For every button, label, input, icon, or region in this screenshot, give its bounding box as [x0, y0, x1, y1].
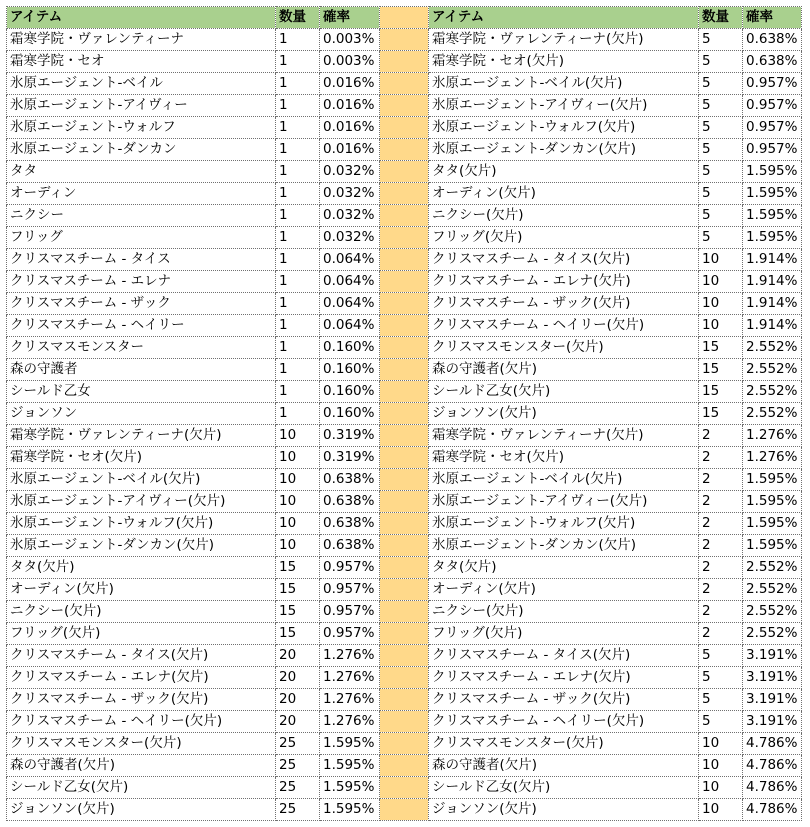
left-probability-cell: 0.319% — [320, 447, 380, 469]
right-item-cell: 森の守護者(欠片) — [429, 755, 699, 777]
right-probability-cell: 0.957% — [743, 95, 802, 117]
header-item-left: アイテム — [7, 7, 276, 29]
header-probability-left: 確率 — [320, 7, 380, 29]
table-row — [7, 95, 802, 117]
right-probability-cell: 3.191% — [743, 667, 802, 689]
table-row — [7, 227, 802, 249]
right-probability-cell: 2.552% — [743, 359, 802, 381]
right-item-cell: 氷原エージェント-ベイル(欠片) — [429, 469, 699, 491]
left-quantity-cell: 1 — [276, 359, 320, 381]
left-quantity-cell: 1 — [276, 73, 320, 95]
right-quantity-cell: 2 — [699, 557, 743, 579]
right-quantity-cell: 10 — [699, 777, 743, 799]
table-row — [7, 491, 802, 513]
right-item-cell: 氷原エージェント-ダンカン(欠片) — [429, 535, 699, 557]
left-item-cell: 霜寒学院・ヴァレンティーナ(欠片) — [7, 425, 276, 447]
left-quantity-cell: 1 — [276, 161, 320, 183]
right-quantity-cell: 10 — [699, 249, 743, 271]
right-quantity-cell: 5 — [699, 183, 743, 205]
left-item-cell: クリスマスチーム - エレナ — [7, 271, 276, 293]
spacer-cell — [380, 447, 429, 469]
left-item-cell: クリスマスチーム - ヘイリー(欠片) — [7, 711, 276, 733]
left-probability-cell: 0.319% — [320, 425, 380, 447]
left-item-cell: フリッグ(欠片) — [7, 623, 276, 645]
spacer-cell — [380, 51, 429, 73]
left-quantity-cell: 1 — [276, 95, 320, 117]
spacer-cell — [380, 183, 429, 205]
table-row — [7, 315, 802, 337]
table-row — [7, 205, 802, 227]
right-quantity-cell: 5 — [699, 161, 743, 183]
right-quantity-cell: 5 — [699, 667, 743, 689]
left-item-cell: 霜寒学院・セオ(欠片) — [7, 447, 276, 469]
right-probability-cell: 2.552% — [743, 579, 802, 601]
table-row — [7, 139, 802, 161]
spacer-cell — [380, 293, 429, 315]
right-quantity-cell: 5 — [699, 689, 743, 711]
right-quantity-cell: 5 — [699, 117, 743, 139]
right-item-cell: 森の守護者(欠片) — [429, 359, 699, 381]
right-item-cell: クリスマスチーム - エレナ(欠片) — [429, 271, 699, 293]
right-item-cell: 氷原エージェント-ウォルフ(欠片) — [429, 513, 699, 535]
spacer-cell — [380, 381, 429, 403]
right-probability-cell: 1.914% — [743, 293, 802, 315]
right-probability-cell: 2.552% — [743, 623, 802, 645]
spacer-cell — [380, 667, 429, 689]
table-row — [7, 777, 802, 799]
left-probability-cell: 0.032% — [320, 161, 380, 183]
left-quantity-cell: 15 — [276, 601, 320, 623]
left-quantity-cell: 1 — [276, 205, 320, 227]
left-probability-cell: 0.160% — [320, 359, 380, 381]
left-item-cell: 森の守護者 — [7, 359, 276, 381]
left-probability-cell: 0.638% — [320, 535, 380, 557]
right-probability-cell: 2.552% — [743, 601, 802, 623]
left-quantity-cell: 25 — [276, 733, 320, 755]
table-row — [7, 645, 802, 667]
spacer-cell — [380, 403, 429, 425]
left-item-cell: オーディン(欠片) — [7, 579, 276, 601]
left-quantity-cell: 10 — [276, 491, 320, 513]
right-probability-cell: 1.914% — [743, 249, 802, 271]
table-row — [7, 623, 802, 645]
right-probability-cell: 1.595% — [743, 161, 802, 183]
left-probability-cell: 0.160% — [320, 337, 380, 359]
right-probability-cell: 1.276% — [743, 447, 802, 469]
right-quantity-cell: 10 — [699, 271, 743, 293]
spacer-cell — [380, 733, 429, 755]
left-quantity-cell: 10 — [276, 447, 320, 469]
right-item-cell: 氷原エージェント-ダンカン(欠片) — [429, 139, 699, 161]
right-probability-cell: 1.595% — [743, 227, 802, 249]
right-quantity-cell: 2 — [699, 447, 743, 469]
left-probability-cell: 1.595% — [320, 733, 380, 755]
left-probability-cell: 0.160% — [320, 403, 380, 425]
left-probability-cell: 1.276% — [320, 711, 380, 733]
right-item-cell: クリスマスモンスター(欠片) — [429, 337, 699, 359]
left-item-cell: 霜寒学院・ヴァレンティーナ — [7, 29, 276, 51]
left-item-cell: タタ(欠片) — [7, 557, 276, 579]
right-quantity-cell: 2 — [699, 601, 743, 623]
spacer-cell — [380, 359, 429, 381]
left-item-cell: ニクシー — [7, 205, 276, 227]
spacer-cell — [380, 711, 429, 733]
left-probability-cell: 1.595% — [320, 777, 380, 799]
left-probability-cell: 1.595% — [320, 755, 380, 777]
spacer-cell — [380, 623, 429, 645]
right-quantity-cell: 2 — [699, 513, 743, 535]
right-quantity-cell: 15 — [699, 359, 743, 381]
left-probability-cell: 0.064% — [320, 315, 380, 337]
right-probability-cell: 4.786% — [743, 755, 802, 777]
right-quantity-cell: 2 — [699, 469, 743, 491]
spacer-cell — [380, 755, 429, 777]
left-probability-cell: 0.638% — [320, 469, 380, 491]
right-probability-cell: 4.786% — [743, 777, 802, 799]
right-item-cell: フリッグ(欠片) — [429, 227, 699, 249]
right-item-cell: ニクシー(欠片) — [429, 205, 699, 227]
right-quantity-cell: 5 — [699, 711, 743, 733]
right-probability-cell: 1.595% — [743, 469, 802, 491]
right-probability-cell: 1.276% — [743, 425, 802, 447]
left-probability-cell: 0.003% — [320, 29, 380, 51]
right-probability-cell: 2.552% — [743, 403, 802, 425]
left-item-cell: クリスマスチーム - ザック — [7, 293, 276, 315]
right-quantity-cell: 5 — [699, 29, 743, 51]
right-quantity-cell: 10 — [699, 755, 743, 777]
left-item-cell: 氷原エージェント-アイヴィー(欠片) — [7, 491, 276, 513]
table-row — [7, 535, 802, 557]
probability-table — [6, 6, 802, 821]
left-quantity-cell: 20 — [276, 711, 320, 733]
spacer-cell — [380, 337, 429, 359]
right-quantity-cell: 5 — [699, 51, 743, 73]
spacer-cell — [380, 535, 429, 557]
table-row — [7, 579, 802, 601]
left-probability-cell: 0.032% — [320, 183, 380, 205]
left-probability-cell: 0.016% — [320, 117, 380, 139]
left-probability-cell: 0.064% — [320, 249, 380, 271]
left-item-cell: ジョンソン — [7, 403, 276, 425]
left-probability-cell: 1.276% — [320, 667, 380, 689]
spacer-cell — [380, 315, 429, 337]
left-quantity-cell: 1 — [276, 29, 320, 51]
right-item-cell: シールド乙女(欠片) — [429, 381, 699, 403]
right-probability-cell: 3.191% — [743, 711, 802, 733]
right-probability-cell: 0.957% — [743, 139, 802, 161]
right-quantity-cell: 15 — [699, 403, 743, 425]
right-quantity-cell: 2 — [699, 425, 743, 447]
right-probability-cell: 0.957% — [743, 117, 802, 139]
right-probability-cell: 1.914% — [743, 271, 802, 293]
left-probability-cell: 0.064% — [320, 293, 380, 315]
table-row — [7, 799, 802, 821]
table-row — [7, 73, 802, 95]
spacer-cell — [380, 425, 429, 447]
header-probability-right: 確率 — [743, 7, 802, 29]
left-item-cell: フリッグ — [7, 227, 276, 249]
right-probability-cell: 1.914% — [743, 315, 802, 337]
right-item-cell: クリスマスチーム - ザック(欠片) — [429, 293, 699, 315]
left-probability-cell: 0.016% — [320, 95, 380, 117]
left-item-cell: クリスマスチーム - エレナ(欠片) — [7, 667, 276, 689]
right-probability-cell: 0.638% — [743, 51, 802, 73]
left-item-cell: ジョンソン(欠片) — [7, 799, 276, 821]
right-item-cell: オーディン(欠片) — [429, 183, 699, 205]
left-probability-cell: 0.638% — [320, 491, 380, 513]
left-quantity-cell: 1 — [276, 139, 320, 161]
table-row — [7, 381, 802, 403]
left-quantity-cell: 10 — [276, 535, 320, 557]
left-quantity-cell: 25 — [276, 755, 320, 777]
right-probability-cell: 4.786% — [743, 799, 802, 821]
left-probability-cell: 0.064% — [320, 271, 380, 293]
table-row — [7, 183, 802, 205]
spacer-cell — [380, 117, 429, 139]
left-quantity-cell: 20 — [276, 689, 320, 711]
left-item-cell: シールド乙女 — [7, 381, 276, 403]
right-quantity-cell: 2 — [699, 579, 743, 601]
spacer-cell — [380, 645, 429, 667]
right-quantity-cell: 2 — [699, 491, 743, 513]
right-probability-cell: 3.191% — [743, 689, 802, 711]
left-probability-cell: 1.595% — [320, 799, 380, 821]
left-quantity-cell: 1 — [276, 337, 320, 359]
right-probability-cell: 1.595% — [743, 513, 802, 535]
table-row — [7, 359, 802, 381]
spacer-cell — [380, 601, 429, 623]
table-body — [7, 29, 802, 821]
left-item-cell: シールド乙女(欠片) — [7, 777, 276, 799]
left-item-cell: 森の守護者(欠片) — [7, 755, 276, 777]
right-quantity-cell: 5 — [699, 139, 743, 161]
left-quantity-cell: 1 — [276, 117, 320, 139]
right-item-cell: 氷原エージェント-ウォルフ(欠片) — [429, 117, 699, 139]
right-probability-cell: 0.957% — [743, 73, 802, 95]
right-item-cell: オーディン(欠片) — [429, 579, 699, 601]
right-quantity-cell: 2 — [699, 623, 743, 645]
header-item-right: アイテム — [429, 7, 699, 29]
right-quantity-cell: 15 — [699, 337, 743, 359]
left-item-cell: 氷原エージェント-アイヴィー — [7, 95, 276, 117]
spacer-cell — [380, 73, 429, 95]
spacer-cell — [380, 249, 429, 271]
spacer-cell — [380, 513, 429, 535]
spacer-cell — [380, 799, 429, 821]
left-quantity-cell: 1 — [276, 381, 320, 403]
right-probability-cell: 1.595% — [743, 183, 802, 205]
spacer-cell — [380, 205, 429, 227]
table-row — [7, 733, 802, 755]
right-quantity-cell: 10 — [699, 799, 743, 821]
right-item-cell: クリスマスチーム - タイス(欠片) — [429, 645, 699, 667]
left-item-cell: クリスマスチーム - ヘイリー — [7, 315, 276, 337]
right-item-cell: 霜寒学院・セオ(欠片) — [429, 51, 699, 73]
right-item-cell: ジョンソン(欠片) — [429, 799, 699, 821]
spacer-cell — [380, 139, 429, 161]
left-probability-cell: 1.276% — [320, 645, 380, 667]
spacer-cell — [380, 689, 429, 711]
left-item-cell: クリスマスチーム - ザック(欠片) — [7, 689, 276, 711]
right-item-cell: 霜寒学院・セオ(欠片) — [429, 447, 699, 469]
spacer-cell — [380, 95, 429, 117]
left-probability-cell: 0.957% — [320, 601, 380, 623]
right-item-cell: 霜寒学院・ヴァレンティーナ(欠片) — [429, 425, 699, 447]
left-item-cell: 氷原エージェント-ウォルフ(欠片) — [7, 513, 276, 535]
left-item-cell: クリスマスチーム - タイス — [7, 249, 276, 271]
left-probability-cell: 0.032% — [320, 227, 380, 249]
spacer-cell — [380, 161, 429, 183]
right-item-cell: タタ(欠片) — [429, 161, 699, 183]
table-row — [7, 117, 802, 139]
right-item-cell: クリスマスチーム - ヘイリー(欠片) — [429, 711, 699, 733]
right-probability-cell: 2.552% — [743, 337, 802, 359]
right-item-cell: シールド乙女(欠片) — [429, 777, 699, 799]
left-quantity-cell: 25 — [276, 799, 320, 821]
right-item-cell: クリスマスチーム - エレナ(欠片) — [429, 667, 699, 689]
right-probability-cell: 2.552% — [743, 557, 802, 579]
table-row — [7, 337, 802, 359]
left-item-cell: クリスマスチーム - タイス(欠片) — [7, 645, 276, 667]
left-quantity-cell: 1 — [276, 249, 320, 271]
spacer-column — [380, 7, 429, 29]
table-row — [7, 249, 802, 271]
spacer-cell — [380, 29, 429, 51]
left-item-cell: 氷原エージェント-ベイル — [7, 73, 276, 95]
spacer-cell — [380, 469, 429, 491]
right-probability-cell: 2.552% — [743, 381, 802, 403]
table-row — [7, 29, 802, 51]
left-item-cell: オーディン — [7, 183, 276, 205]
left-probability-cell: 1.276% — [320, 689, 380, 711]
left-probability-cell: 0.638% — [320, 513, 380, 535]
table-row — [7, 689, 802, 711]
table-row — [7, 403, 802, 425]
left-probability-cell: 0.957% — [320, 579, 380, 601]
right-item-cell: 氷原エージェント-アイヴィー(欠片) — [429, 491, 699, 513]
header-quantity-left: 数量 — [276, 7, 320, 29]
left-item-cell: 氷原エージェント-ダンカン — [7, 139, 276, 161]
table-row — [7, 271, 802, 293]
left-quantity-cell: 1 — [276, 227, 320, 249]
right-quantity-cell: 2 — [699, 535, 743, 557]
header-row — [7, 7, 802, 29]
table-row — [7, 51, 802, 73]
right-quantity-cell: 10 — [699, 733, 743, 755]
right-item-cell: ジョンソン(欠片) — [429, 403, 699, 425]
table-row — [7, 447, 802, 469]
left-quantity-cell: 1 — [276, 183, 320, 205]
right-item-cell: 霜寒学院・ヴァレンティーナ(欠片) — [429, 29, 699, 51]
left-quantity-cell: 25 — [276, 777, 320, 799]
left-item-cell: 氷原エージェント-ベイル(欠片) — [7, 469, 276, 491]
right-quantity-cell: 15 — [699, 381, 743, 403]
right-probability-cell: 0.638% — [743, 29, 802, 51]
table-row — [7, 425, 802, 447]
right-item-cell: クリスマスチーム - ザック(欠片) — [429, 689, 699, 711]
left-probability-cell: 0.016% — [320, 139, 380, 161]
spacer-cell — [380, 227, 429, 249]
left-quantity-cell: 1 — [276, 293, 320, 315]
table-row — [7, 667, 802, 689]
table-row — [7, 557, 802, 579]
right-probability-cell: 1.595% — [743, 535, 802, 557]
left-quantity-cell: 10 — [276, 469, 320, 491]
right-quantity-cell: 5 — [699, 227, 743, 249]
left-item-cell: クリスマスモンスター(欠片) — [7, 733, 276, 755]
left-quantity-cell: 1 — [276, 315, 320, 337]
right-item-cell: ニクシー(欠片) — [429, 601, 699, 623]
table-row — [7, 293, 802, 315]
left-quantity-cell: 15 — [276, 579, 320, 601]
left-item-cell: ニクシー(欠片) — [7, 601, 276, 623]
right-quantity-cell: 5 — [699, 205, 743, 227]
spacer-cell — [380, 557, 429, 579]
left-quantity-cell: 10 — [276, 425, 320, 447]
left-quantity-cell: 15 — [276, 623, 320, 645]
left-quantity-cell: 1 — [276, 51, 320, 73]
table-row — [7, 755, 802, 777]
left-probability-cell: 0.016% — [320, 73, 380, 95]
left-quantity-cell: 20 — [276, 667, 320, 689]
table-row — [7, 711, 802, 733]
right-item-cell: 氷原エージェント-アイヴィー(欠片) — [429, 95, 699, 117]
right-probability-cell: 4.786% — [743, 733, 802, 755]
spacer-cell — [380, 777, 429, 799]
right-probability-cell: 1.595% — [743, 205, 802, 227]
right-item-cell: フリッグ(欠片) — [429, 623, 699, 645]
right-quantity-cell: 10 — [699, 315, 743, 337]
spacer-cell — [380, 271, 429, 293]
right-probability-cell: 1.595% — [743, 491, 802, 513]
left-quantity-cell: 1 — [276, 271, 320, 293]
left-probability-cell: 0.003% — [320, 51, 380, 73]
table-row — [7, 469, 802, 491]
left-probability-cell: 0.160% — [320, 381, 380, 403]
right-item-cell: タタ(欠片) — [429, 557, 699, 579]
left-quantity-cell: 10 — [276, 513, 320, 535]
left-item-cell: 霜寒学院・セオ — [7, 51, 276, 73]
spacer-cell — [380, 491, 429, 513]
right-quantity-cell: 5 — [699, 95, 743, 117]
right-quantity-cell: 5 — [699, 73, 743, 95]
left-item-cell: 氷原エージェント-ダンカン(欠片) — [7, 535, 276, 557]
table-row — [7, 513, 802, 535]
right-item-cell: クリスマスチーム - タイス(欠片) — [429, 249, 699, 271]
right-quantity-cell: 5 — [699, 645, 743, 667]
left-quantity-cell: 20 — [276, 645, 320, 667]
left-probability-cell: 0.957% — [320, 623, 380, 645]
table-row — [7, 161, 802, 183]
right-quantity-cell: 10 — [699, 293, 743, 315]
right-item-cell: クリスマスモンスター(欠片) — [429, 733, 699, 755]
right-probability-cell: 3.191% — [743, 645, 802, 667]
left-item-cell: クリスマスモンスター — [7, 337, 276, 359]
left-item-cell: 氷原エージェント-ウォルフ — [7, 117, 276, 139]
left-probability-cell: 0.957% — [320, 557, 380, 579]
spacer-cell — [380, 579, 429, 601]
table-row — [7, 601, 802, 623]
left-item-cell: タタ — [7, 161, 276, 183]
header-quantity-right: 数量 — [699, 7, 743, 29]
right-item-cell: 氷原エージェント-ベイル(欠片) — [429, 73, 699, 95]
left-quantity-cell: 15 — [276, 557, 320, 579]
right-item-cell: クリスマスチーム - ヘイリー(欠片) — [429, 315, 699, 337]
left-probability-cell: 0.032% — [320, 205, 380, 227]
left-quantity-cell: 1 — [276, 403, 320, 425]
